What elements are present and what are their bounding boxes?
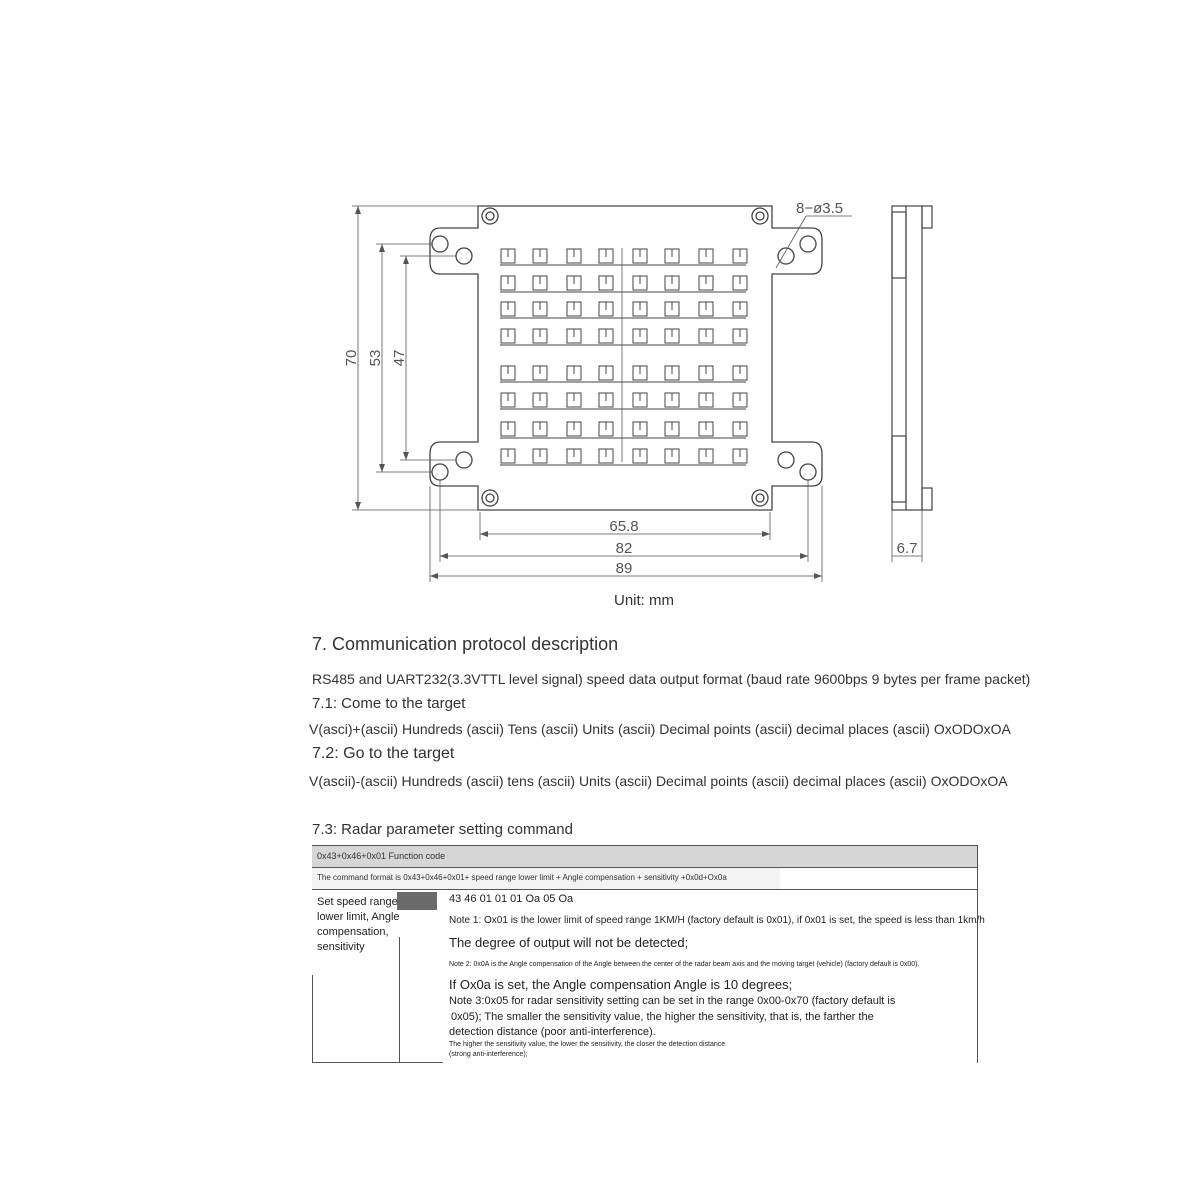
table-column-divider [399,937,400,1063]
table-rule [312,889,978,890]
note-2-continued: If Ox0a is set, the Angle compensation Angle is 10 degrees; [449,977,793,992]
board-outline [430,206,822,510]
dim-82-label: 82 [615,540,633,557]
dim-hole-label: 8−ø3.5 [796,200,844,217]
command-format: The command format is 0x43+0x46+0x01+ speed range lower limit + Angle compensation + sensitivity +0x0d+Ox0a [317,873,727,882]
dim-47-label: 47 [391,349,408,367]
note-3-line-2: 0x05); The smaller the sensitivity value, the higher the sensitivity, that is, the farther the [451,1011,874,1023]
dim-53-label: 53 [367,349,384,367]
note-1-continued: The degree of output will not be detected; [449,935,689,950]
subsection-7-2-format: V(ascii)-(ascii) Hundreds (ascii) tens (ascii) Units (ascii) Decimal points (ascii) decimal places (ascii) OxODOxOA [309,773,1008,789]
row-label: Set speed range lower limit, Angle compensation, sensitivity [317,896,400,953]
note-1: Note 1: Ox01 is the lower limit of speed range 1KM/H (factory default is 0x01), if 0x01 is set, the speed is less than 1km/h [449,915,985,926]
corner-hole-br [752,490,768,506]
subsection-7-1-title: 7.1: Come to the target [312,695,466,712]
command-table [312,845,985,1063]
table-border-top [312,845,978,846]
redacted-block [397,892,437,910]
mechanical-drawing [320,190,960,590]
dim-65-8-label: 65.8 [609,518,639,535]
subsection-7-1-format: V(asci)+(ascii) Hundreds (ascii) Tens (ascii) Units (ascii) Decimal points (ascii) decimal places (ascii) OxODOxOA [309,721,1011,737]
protocol-intro: RS485 and UART232(3.3VTTL level signal) speed data output format (baud rate 9600bps 9 bytes per frame packet) [312,671,1031,687]
table-rule [312,867,978,868]
corner-hole-bl [482,490,498,506]
dim-6-7-label: 6.7 [896,540,918,557]
subsection-7-2-title: 7.2: Go to the target [312,745,455,762]
note-2: Note 2: 0x0A is the Angle compensation of the Angle between the center of the radar beam axis and the moving target (vehicle) (factory default is 0x00). [449,961,920,968]
notes-cell [443,891,985,1063]
note-3-line-1: Note 3:0x05 for radar sensitivity setting can be set in the range 0x00-0x70 (factory default is [449,995,896,1007]
dim-89-label: 89 [615,560,633,577]
table-border-left [312,975,313,1063]
note-3-small-2: (strong anti-interference); [449,1051,528,1058]
table-border-right [977,845,978,1063]
example-command: 43 46 01 01 01 Oa 05 Oa [449,893,574,905]
dim-70-label: 70 [343,349,360,367]
function-code: 0x43+0x46+0x01 Function code [317,851,446,861]
antenna-array [500,249,747,465]
unit-label: Unit: mm [614,592,674,609]
side-view [892,206,932,510]
corner-hole-tr [752,208,768,224]
corner-hole-tl [482,208,498,224]
note-3-small-1: The higher the sensitivity value, the lower the sensitivity, the closer the detection distance [449,1041,726,1048]
subsection-7-3-title: 7.3: Radar parameter setting command [312,821,573,838]
section-title: 7. Communication protocol description [312,634,619,654]
note-3-line-3: detection distance (poor anti-interference). [449,1026,656,1038]
